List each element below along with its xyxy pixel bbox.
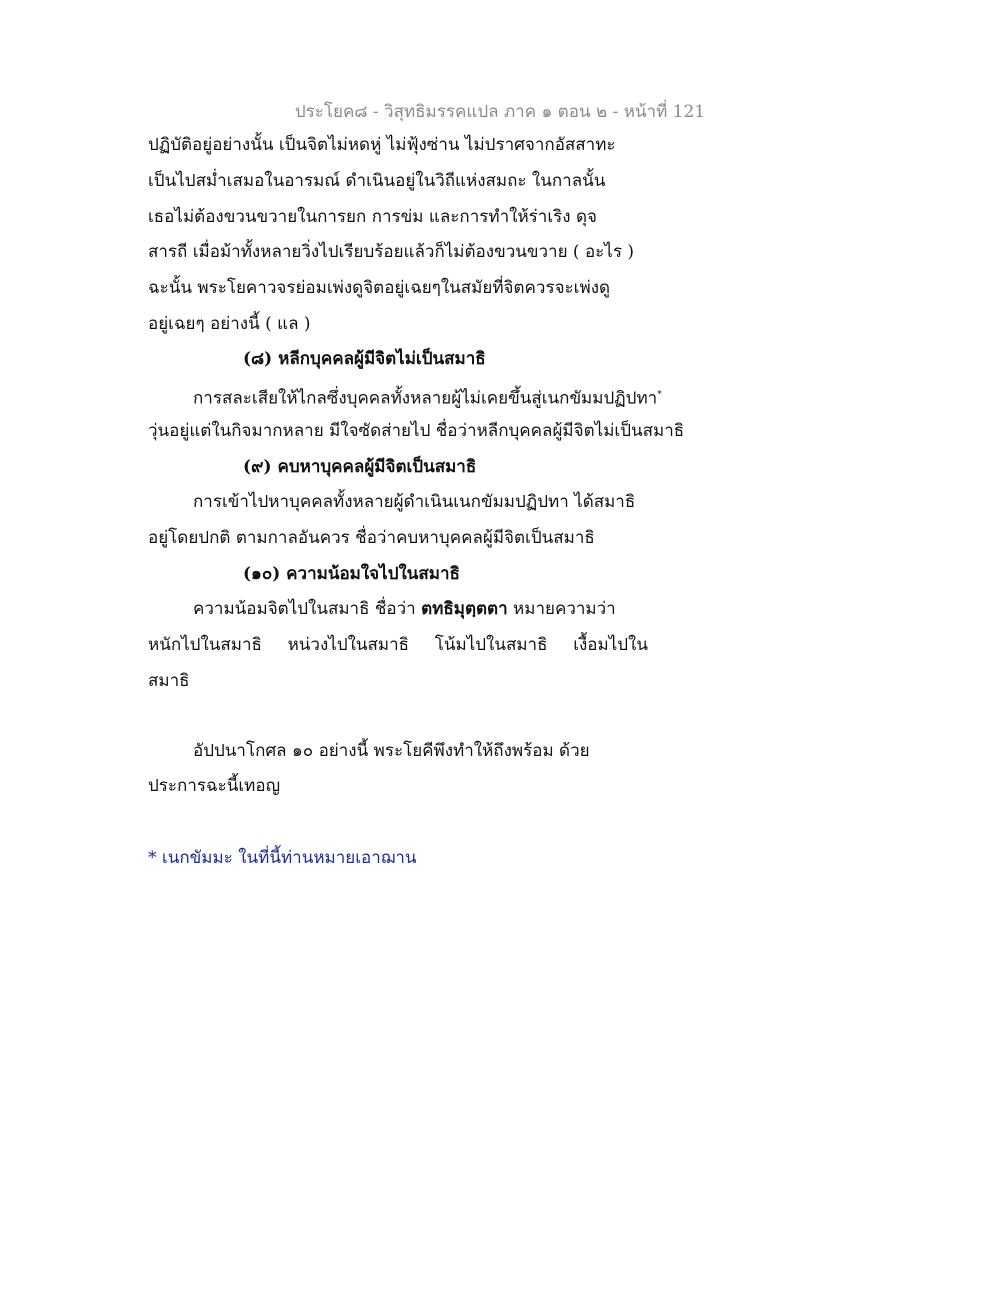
paragraph-line: เธอไม่ต้องขวนขวายในการยก การข่ม และการทำให้ร่าเริง ดุจ	[148, 207, 597, 227]
paragraph-line: สารถี เมื่อม้าทั้งหลายวิ่งไปเรียบร้อยแล้วก็ไม่ต้องขวนขวาย ( อะไร )	[148, 242, 635, 262]
paragraph-text: การสละเสียให้ไกลซึ่งบุคคลทั้งหลายผู้ไม่เคยขึ้นสู่เนกขัมมปฏิปทา	[193, 388, 658, 409]
closing-line: อัปปนาโกศล ๑๐ อย่างนี้ พระโยคีพึงทำให้ถึงพร้อม ด้วย	[193, 741, 590, 761]
paragraph-line: ฉะนั้น พระโยคาวจรย่อมเพ่งดูจิตอยู่เฉยๆในสมัยที่จิตควรจะเพ่งดู	[148, 278, 611, 298]
paragraph-line	[148, 633, 648, 657]
paragraph-line: ปฏิบัติอยู่อย่างนั้น เป็นจิตไม่หดหู่ ไม่ฟุ้งซ่าน ไม่ปราศจากอัสสาทะ	[148, 135, 616, 155]
paragraph-line: วุ่นอยู่แต่ในกิจมากหลาย มีใจซัดส่ายไป ชื่อว่าหลีกบุคคลผู้มีจิตไม่เป็นสมาธิ	[148, 421, 685, 441]
section-heading-8: (๘) หลีกบุคคลผู้มีจิตไม่เป็นสมาธิ	[243, 349, 486, 369]
section-heading-9: (๙) คบหาบุคคลผู้มีจิตเป็นสมาธิ	[243, 457, 477, 477]
running-header: ประโยค๘ - วิสุทธิมรรคแปล ภาค ๑ ตอน ๒ - หน้าที่ 121	[294, 102, 706, 122]
paragraph-line: สมาธิ	[148, 671, 190, 691]
paragraph-line: อยู่โดยปกติ ตามกาลอันควร ชื่อว่าคบหาบุคคลผู้มีจิตเป็นสมาธิ	[148, 528, 595, 548]
paragraph-line: อยู่เฉยๆ อย่างนี้ ( แล )	[148, 314, 311, 334]
footnote-marker: *	[657, 390, 662, 400]
phrase: หน่วงไปในสมาธิ	[287, 635, 410, 655]
paragraph-line	[193, 383, 662, 411]
paragraph-line: การเข้าไปหาบุคคลทั้งหลายผู้ดำเนินเนกขัมมปฏิปทา ได้สมาธิ	[193, 492, 636, 512]
paragraph-line: เป็นไปสม่ำเสมอในอารมณ์ ดำเนินอยู่ในวิถีแห่งสมถะ ในกาลนั้น	[148, 171, 606, 191]
phrase: โน้มไปในสมาธิ	[434, 635, 548, 655]
paragraph-text: ความน้อมจิตไปในสมาธิ ชื่อว่า	[193, 599, 422, 619]
paragraph-line	[193, 597, 616, 621]
phrase: เงื้อมไปใน	[573, 635, 648, 655]
paragraph-text: หมายความว่า	[507, 599, 616, 619]
section-heading-10: (๑๐) ความน้อมใจไปในสมาธิ	[243, 564, 460, 584]
footnote: * เนกขัมมะ ในที่นี้ท่านหมายเอาฌาน	[148, 848, 417, 868]
pali-term: ตทธิมุตฺตตา	[421, 599, 508, 619]
closing-line: ประการฉะนี้เทอญ	[148, 776, 281, 796]
phrase: หนักไปในสมาธิ	[148, 635, 262, 655]
